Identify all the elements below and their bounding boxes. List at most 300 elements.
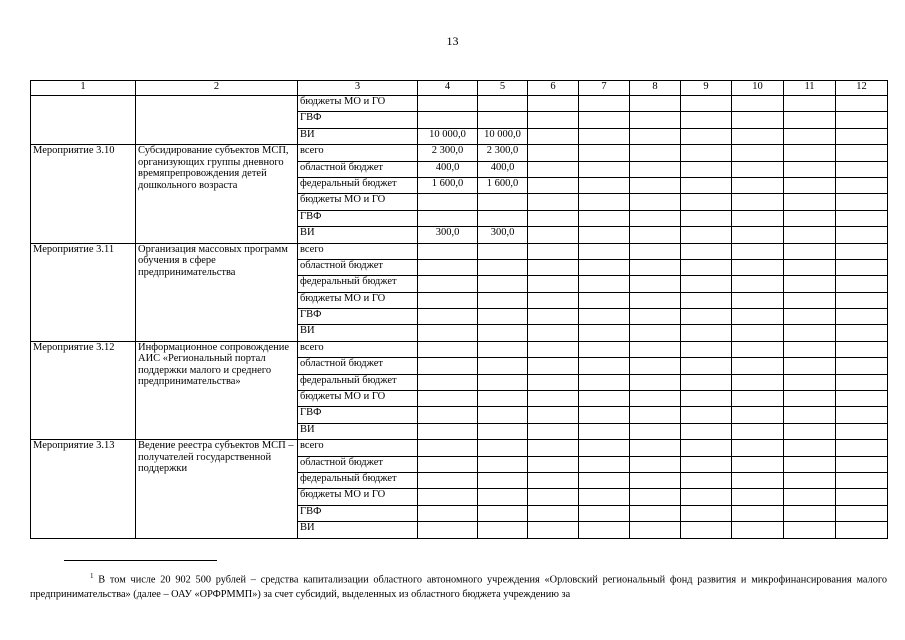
empty-cell <box>732 194 784 210</box>
empty-cell <box>630 341 681 357</box>
funding-source-cell: федеральный бюджет <box>298 276 418 292</box>
empty-cell <box>732 177 784 193</box>
value-cell <box>418 522 478 538</box>
funding-source-cell: всего <box>298 341 418 357</box>
empty-cell <box>528 194 579 210</box>
empty-cell <box>784 309 836 325</box>
empty-cell <box>836 161 888 177</box>
empty-cell <box>528 259 579 275</box>
empty-cell <box>528 210 579 226</box>
empty-cell <box>528 358 579 374</box>
empty-cell <box>579 112 630 128</box>
value-cell: 1 600,0 <box>478 177 528 193</box>
value-cell <box>418 96 478 112</box>
empty-cell <box>630 325 681 341</box>
empty-cell <box>784 227 836 243</box>
empty-cell <box>836 112 888 128</box>
funding-source-cell: всего <box>298 145 418 161</box>
footnote-mark: 1 <box>90 572 94 580</box>
empty-cell <box>784 276 836 292</box>
empty-cell <box>528 407 579 423</box>
empty-cell <box>681 407 732 423</box>
empty-cell <box>579 161 630 177</box>
value-cell: 400,0 <box>478 161 528 177</box>
table-header-row <box>31 81 888 96</box>
empty-cell <box>836 309 888 325</box>
empty-cell <box>732 423 784 439</box>
empty-cell <box>836 407 888 423</box>
empty-cell <box>579 325 630 341</box>
measure-cell <box>31 96 136 145</box>
empty-cell <box>528 177 579 193</box>
empty-cell <box>836 325 888 341</box>
value-cell <box>478 407 528 423</box>
empty-cell <box>579 423 630 439</box>
empty-cell <box>784 440 836 456</box>
value-cell <box>418 210 478 226</box>
value-cell <box>418 374 478 390</box>
empty-cell <box>630 407 681 423</box>
empty-cell <box>681 341 732 357</box>
empty-cell <box>732 227 784 243</box>
table-row <box>31 341 888 357</box>
empty-cell <box>681 177 732 193</box>
value-cell <box>478 522 528 538</box>
col-header: 2 <box>136 81 298 96</box>
funding-source-cell: ГВФ <box>298 210 418 226</box>
empty-cell <box>681 423 732 439</box>
empty-cell <box>681 243 732 259</box>
empty-cell <box>630 210 681 226</box>
empty-cell <box>579 194 630 210</box>
empty-cell <box>784 489 836 505</box>
funding-source-cell: ГВФ <box>298 407 418 423</box>
empty-cell <box>784 325 836 341</box>
empty-cell <box>784 505 836 521</box>
funding-source-cell: бюджеты МО и ГО <box>298 194 418 210</box>
measure-cell: Мероприятие 3.10 <box>31 145 136 243</box>
value-cell <box>478 259 528 275</box>
empty-cell <box>630 145 681 161</box>
empty-cell <box>732 522 784 538</box>
funding-source-cell: ВИ <box>298 227 418 243</box>
empty-cell <box>784 423 836 439</box>
value-cell <box>418 358 478 374</box>
funding-source-cell: всего <box>298 243 418 259</box>
value-cell: 10 000,0 <box>418 128 478 144</box>
empty-cell <box>836 440 888 456</box>
description-cell <box>136 96 298 145</box>
empty-cell <box>630 194 681 210</box>
empty-cell <box>732 440 784 456</box>
empty-cell <box>528 489 579 505</box>
funding-source-cell: ВИ <box>298 423 418 439</box>
funding-source-cell: областной бюджет <box>298 161 418 177</box>
empty-cell <box>784 292 836 308</box>
empty-cell <box>579 292 630 308</box>
empty-cell <box>836 423 888 439</box>
value-cell <box>418 407 478 423</box>
empty-cell <box>836 456 888 472</box>
empty-cell <box>579 407 630 423</box>
empty-cell <box>681 325 732 341</box>
empty-cell <box>579 227 630 243</box>
empty-cell <box>630 440 681 456</box>
table-row <box>31 243 888 259</box>
empty-cell <box>630 391 681 407</box>
empty-cell <box>579 505 630 521</box>
empty-cell <box>579 96 630 112</box>
empty-cell <box>836 194 888 210</box>
empty-cell <box>630 456 681 472</box>
empty-cell <box>732 325 784 341</box>
empty-cell <box>732 96 784 112</box>
empty-cell <box>784 243 836 259</box>
page-number: 13 <box>446 34 459 48</box>
measure-cell: Мероприятие 3.13 <box>31 440 136 538</box>
empty-cell <box>836 292 888 308</box>
funding-source-cell: ВИ <box>298 128 418 144</box>
empty-cell <box>528 522 579 538</box>
value-cell <box>478 489 528 505</box>
empty-cell <box>579 472 630 488</box>
value-cell <box>418 259 478 275</box>
footnote <box>30 569 887 602</box>
empty-cell <box>528 276 579 292</box>
empty-cell <box>630 358 681 374</box>
empty-cell <box>681 358 732 374</box>
empty-cell <box>630 522 681 538</box>
value-cell <box>418 276 478 292</box>
empty-cell <box>836 227 888 243</box>
empty-cell <box>579 210 630 226</box>
value-cell <box>478 243 528 259</box>
empty-cell <box>784 161 836 177</box>
empty-cell <box>681 276 732 292</box>
empty-cell <box>732 128 784 144</box>
empty-cell <box>630 128 681 144</box>
value-cell <box>478 309 528 325</box>
empty-cell <box>681 522 732 538</box>
empty-cell <box>630 96 681 112</box>
empty-cell <box>681 145 732 161</box>
value-cell <box>478 374 528 390</box>
col-header: 8 <box>630 81 681 96</box>
col-header: 6 <box>528 81 579 96</box>
empty-cell <box>630 112 681 128</box>
table-row <box>31 145 888 161</box>
empty-cell <box>528 423 579 439</box>
empty-cell <box>732 259 784 275</box>
empty-cell <box>528 325 579 341</box>
empty-cell <box>630 177 681 193</box>
col-header: 4 <box>418 81 478 96</box>
empty-cell <box>732 341 784 357</box>
funding-source-cell: областной бюджет <box>298 456 418 472</box>
empty-cell <box>681 456 732 472</box>
empty-cell <box>579 489 630 505</box>
value-cell <box>478 456 528 472</box>
value-cell <box>418 440 478 456</box>
empty-cell <box>528 96 579 112</box>
empty-cell <box>579 341 630 357</box>
empty-cell <box>784 341 836 357</box>
empty-cell <box>528 309 579 325</box>
col-header: 9 <box>681 81 732 96</box>
col-header: 10 <box>732 81 784 96</box>
funding-source-cell: областной бюджет <box>298 358 418 374</box>
empty-cell <box>579 522 630 538</box>
empty-cell <box>681 440 732 456</box>
funding-source-cell: ГВФ <box>298 309 418 325</box>
empty-cell <box>528 440 579 456</box>
empty-cell <box>732 292 784 308</box>
empty-cell <box>732 456 784 472</box>
empty-cell <box>836 489 888 505</box>
value-cell: 400,0 <box>418 161 478 177</box>
empty-cell <box>528 227 579 243</box>
empty-cell <box>630 505 681 521</box>
description-cell: Организация массовых программ обучения в сфере предпринимательства <box>136 243 298 341</box>
empty-cell <box>836 259 888 275</box>
col-header: 3 <box>298 81 418 96</box>
empty-cell <box>836 472 888 488</box>
empty-cell <box>579 440 630 456</box>
empty-cell <box>528 456 579 472</box>
value-cell <box>478 358 528 374</box>
empty-cell <box>836 276 888 292</box>
value-cell: 10 000,0 <box>478 128 528 144</box>
value-cell <box>418 456 478 472</box>
value-cell <box>478 292 528 308</box>
funding-source-cell: бюджеты МО и ГО <box>298 292 418 308</box>
empty-cell <box>579 128 630 144</box>
empty-cell <box>784 145 836 161</box>
empty-cell <box>630 292 681 308</box>
empty-cell <box>836 210 888 226</box>
empty-cell <box>630 259 681 275</box>
empty-cell <box>836 341 888 357</box>
value-cell <box>418 325 478 341</box>
empty-cell <box>630 472 681 488</box>
value-cell <box>418 341 478 357</box>
empty-cell <box>528 374 579 390</box>
empty-cell <box>784 374 836 390</box>
empty-cell <box>784 96 836 112</box>
value-cell <box>478 325 528 341</box>
empty-cell <box>630 309 681 325</box>
empty-cell <box>681 505 732 521</box>
empty-cell <box>579 391 630 407</box>
empty-cell <box>784 128 836 144</box>
empty-cell <box>836 358 888 374</box>
value-cell <box>418 489 478 505</box>
funding-source-cell: ВИ <box>298 325 418 341</box>
funding-source-cell: ВИ <box>298 522 418 538</box>
empty-cell <box>836 145 888 161</box>
description-cell: Ведение реестра субъектов МСП – получателей государственной поддержки <box>136 440 298 538</box>
footnote-separator <box>64 560 217 561</box>
value-cell <box>418 391 478 407</box>
col-header: 1 <box>31 81 136 96</box>
empty-cell <box>528 505 579 521</box>
value-cell <box>418 505 478 521</box>
empty-cell <box>579 276 630 292</box>
empty-cell <box>732 309 784 325</box>
funding-source-cell: бюджеты МО и ГО <box>298 391 418 407</box>
funding-source-cell: федеральный бюджет <box>298 472 418 488</box>
value-cell <box>478 276 528 292</box>
value-cell <box>418 194 478 210</box>
empty-cell <box>579 358 630 374</box>
value-cell <box>478 391 528 407</box>
empty-cell <box>732 391 784 407</box>
funding-source-cell: бюджеты МО и ГО <box>298 96 418 112</box>
empty-cell <box>784 259 836 275</box>
empty-cell <box>681 112 732 128</box>
value-cell <box>478 505 528 521</box>
empty-cell <box>836 522 888 538</box>
budget-table <box>30 80 888 539</box>
empty-cell <box>681 374 732 390</box>
value-cell <box>478 341 528 357</box>
empty-cell <box>681 489 732 505</box>
empty-cell <box>579 259 630 275</box>
empty-cell <box>681 292 732 308</box>
empty-cell <box>681 309 732 325</box>
value-cell <box>478 423 528 439</box>
empty-cell <box>784 210 836 226</box>
empty-cell <box>579 309 630 325</box>
col-header: 7 <box>579 81 630 96</box>
empty-cell <box>784 112 836 128</box>
value-cell <box>418 292 478 308</box>
col-header: 12 <box>836 81 888 96</box>
empty-cell <box>630 423 681 439</box>
col-header: 5 <box>478 81 528 96</box>
description-cell: Субсидирование субъектов МСП, организующих группы дневного времяпрепровождения детей дошкольного возраста <box>136 145 298 243</box>
empty-cell <box>732 358 784 374</box>
empty-cell <box>630 489 681 505</box>
measure-cell: Мероприятие 3.11 <box>31 243 136 341</box>
value-cell <box>478 440 528 456</box>
empty-cell <box>836 128 888 144</box>
empty-cell <box>630 243 681 259</box>
empty-cell <box>732 472 784 488</box>
value-cell <box>478 96 528 112</box>
empty-cell <box>528 161 579 177</box>
value-cell: 2 300,0 <box>478 145 528 161</box>
empty-cell <box>732 505 784 521</box>
empty-cell <box>681 227 732 243</box>
col-header: 11 <box>784 81 836 96</box>
empty-cell <box>681 194 732 210</box>
value-cell <box>478 472 528 488</box>
measure-cell: Мероприятие 3.12 <box>31 341 136 439</box>
value-cell <box>478 194 528 210</box>
value-cell <box>418 243 478 259</box>
empty-cell <box>836 505 888 521</box>
empty-cell <box>681 161 732 177</box>
value-cell <box>418 112 478 128</box>
empty-cell <box>784 177 836 193</box>
empty-cell <box>528 112 579 128</box>
empty-cell <box>681 96 732 112</box>
empty-cell <box>528 243 579 259</box>
funding-source-cell: ГВФ <box>298 505 418 521</box>
empty-cell <box>579 177 630 193</box>
funding-source-cell: всего <box>298 440 418 456</box>
empty-cell <box>732 489 784 505</box>
empty-cell <box>784 194 836 210</box>
empty-cell <box>528 341 579 357</box>
empty-cell <box>836 243 888 259</box>
empty-cell <box>528 292 579 308</box>
empty-cell <box>732 161 784 177</box>
empty-cell <box>681 128 732 144</box>
value-cell <box>418 423 478 439</box>
empty-cell <box>732 145 784 161</box>
empty-cell <box>681 391 732 407</box>
empty-cell <box>579 374 630 390</box>
empty-cell <box>528 472 579 488</box>
empty-cell <box>732 407 784 423</box>
value-cell: 300,0 <box>418 227 478 243</box>
funding-source-cell: областной бюджет <box>298 259 418 275</box>
empty-cell <box>784 522 836 538</box>
empty-cell <box>579 243 630 259</box>
funding-source-cell: федеральный бюджет <box>298 177 418 193</box>
table-row <box>31 96 888 112</box>
empty-cell <box>836 96 888 112</box>
empty-cell <box>836 391 888 407</box>
funding-source-cell: ГВФ <box>298 112 418 128</box>
empty-cell <box>784 391 836 407</box>
empty-cell <box>579 145 630 161</box>
empty-cell <box>630 276 681 292</box>
empty-cell <box>732 243 784 259</box>
empty-cell <box>681 472 732 488</box>
empty-cell <box>784 456 836 472</box>
empty-cell <box>528 128 579 144</box>
description-cell: Информационное сопровождение АИС «Региональный портал поддержки малого и среднего предпринимательства» <box>136 341 298 439</box>
empty-cell <box>528 145 579 161</box>
empty-cell <box>784 407 836 423</box>
empty-cell <box>630 374 681 390</box>
empty-cell <box>836 177 888 193</box>
funding-source-cell: федеральный бюджет <box>298 374 418 390</box>
empty-cell <box>528 391 579 407</box>
empty-cell <box>681 259 732 275</box>
empty-cell <box>732 210 784 226</box>
empty-cell <box>836 374 888 390</box>
footnote-text: В том числе 20 902 500 рублей – средства капитализации областного автономного учреждения «Орловский региональный фонд развития и микрофинансирования малого предпринимательства» (далее – ОАУ «ОРФРММП») за счет субсидий, выделенных из областного бюджета учреждению за <box>30 574 887 601</box>
table-row <box>31 440 888 456</box>
value-cell <box>478 210 528 226</box>
empty-cell <box>732 374 784 390</box>
value-cell <box>418 472 478 488</box>
value-cell <box>418 309 478 325</box>
empty-cell <box>579 456 630 472</box>
value-cell <box>478 112 528 128</box>
value-cell: 1 600,0 <box>418 177 478 193</box>
empty-cell <box>630 161 681 177</box>
empty-cell <box>784 472 836 488</box>
value-cell: 2 300,0 <box>418 145 478 161</box>
empty-cell <box>732 112 784 128</box>
empty-cell <box>681 210 732 226</box>
funding-source-cell: бюджеты МО и ГО <box>298 489 418 505</box>
